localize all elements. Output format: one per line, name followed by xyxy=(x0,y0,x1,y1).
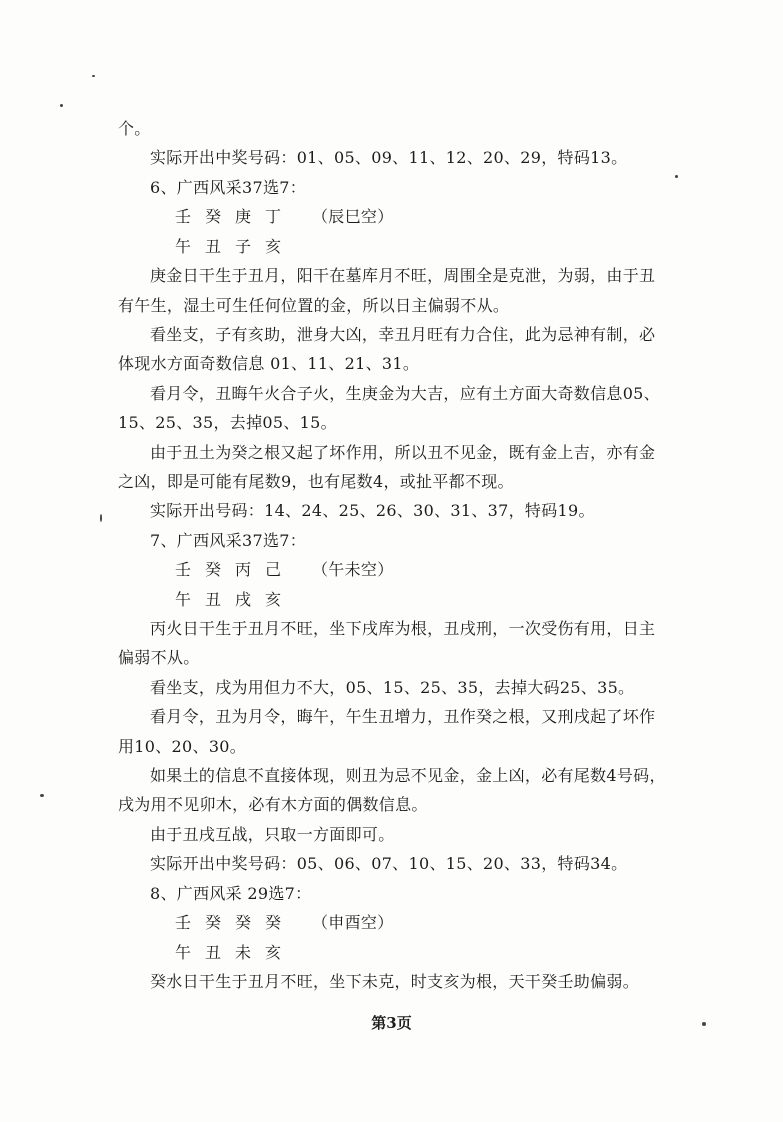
text-line: 体现水方面奇数信息 01、11、21、31。 xyxy=(118,354,420,373)
scan-speck xyxy=(100,514,102,522)
text-line: 戌为用不见卯木，必有木方面的偶数信息。 xyxy=(118,795,428,814)
text-line: 个。 xyxy=(118,119,151,138)
text-line: 丙火日干生于丑月不旺，坐下戌库为根，丑戌刑，一次受伤有用，日主 xyxy=(150,619,656,638)
void-note: （申酉空） xyxy=(312,913,394,932)
section-heading: 7、广西风采37选7： xyxy=(150,531,307,550)
branch-row: 午丑戌亥 xyxy=(175,590,296,609)
text-line: 由于丑戌互战，只取一方面即可。 xyxy=(150,825,395,844)
text-line: 实际开出中奖号码：05、06、07、10、15、20、33，特码34。 xyxy=(150,854,628,873)
scan-speck xyxy=(702,1022,706,1026)
stem-row: 壬癸庚丁 xyxy=(175,207,296,226)
void-note: （辰巳空） xyxy=(312,207,394,226)
page-number: 第3页 xyxy=(371,1014,412,1032)
text-line: 由于丑土为癸之根又起了坏作用，所以丑不见金，既有金上吉，亦有金 xyxy=(150,443,656,462)
text-line: 15、25、35，去掉05、15。 xyxy=(118,413,337,432)
text-line: 之凶，即是可能有尾数9，也有尾数4，或扯平都不现。 xyxy=(118,472,514,491)
text-line: 用10、20、30。 xyxy=(118,737,247,756)
text-line: 有午生，湿土可生任何位置的金，所以日主偏弱不从。 xyxy=(118,296,510,315)
branch-row: 午丑未亥 xyxy=(175,943,296,962)
text-line: 癸水日干生于丑月不旺，坐下未克，时支亥为根，天干癸壬助偏弱。 xyxy=(150,972,640,991)
text-line: 看月令，丑为月令，晦午，午生丑增力，丑作癸之根，又刑戌起了坏作 xyxy=(150,707,656,726)
branch-row: 午丑子亥 xyxy=(175,237,296,256)
void-note: （午未空） xyxy=(312,560,394,579)
scan-speck xyxy=(60,104,63,107)
scan-speck xyxy=(92,75,95,77)
scan-speck xyxy=(40,794,44,797)
scan-speck xyxy=(675,175,678,178)
text-line: 偏弱不从。 xyxy=(118,648,200,667)
text-line: 如果土的信息不直接体现，则丑为忌不见金，金上凶，必有尾数4号码， xyxy=(150,766,666,785)
section-heading: 6、广西风采37选7： xyxy=(150,178,307,197)
section-heading: 8、广西风采 29选7： xyxy=(150,884,312,903)
text-line: 庚金日干生于丑月，阳干在墓库月不旺，周围全是克泄，为弱，由于丑 xyxy=(150,266,656,285)
text-line: 看坐支，戌为用但力不大，05、15、25、35，去掉大码25、35。 xyxy=(150,678,635,697)
text-line: 看坐支，子有亥助，泄身大凶，幸丑月旺有力合住，此为忌神有制，必 xyxy=(150,325,656,344)
text-line: 实际开出号码：14、24、25、26、30、31、37，特码19。 xyxy=(150,501,595,520)
stem-row: 壬癸癸癸 xyxy=(175,913,296,932)
text-line: 实际开出中奖号码：01、05、09、11、12、20、29，特码13。 xyxy=(150,148,628,167)
text-line: 看月令，丑晦午火合子火，生庚金为大吉，应有土方面大奇数信息05、 xyxy=(150,384,660,403)
stem-row: 壬癸丙己 xyxy=(175,560,296,579)
